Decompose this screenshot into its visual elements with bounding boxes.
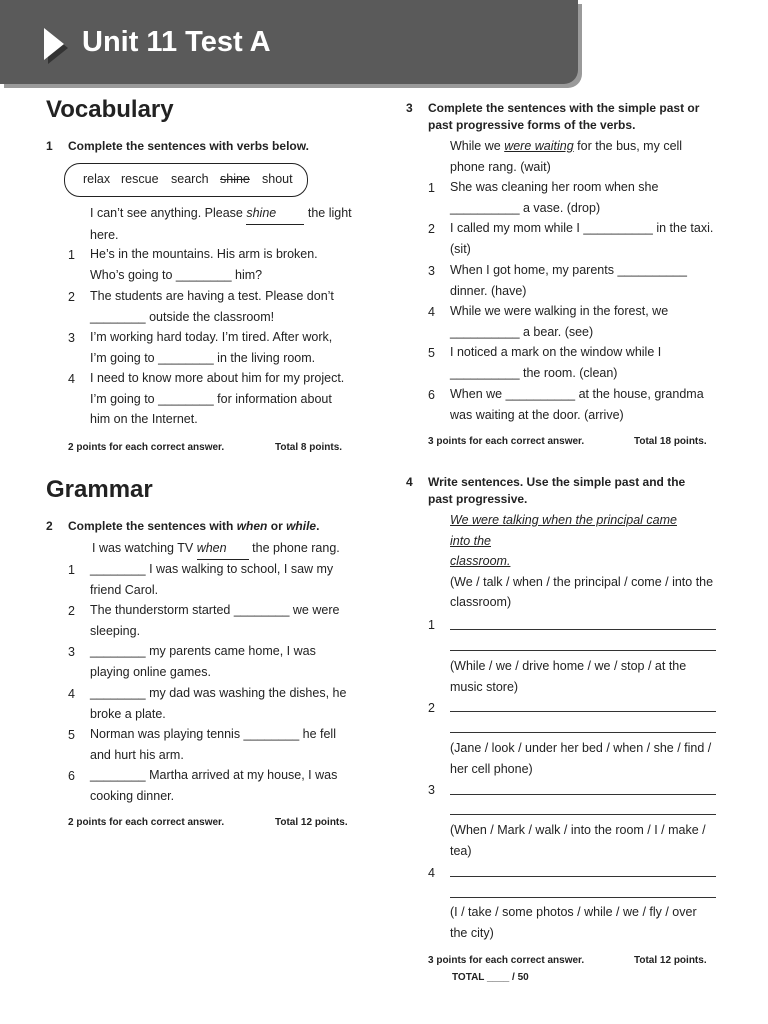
page-title: Unit 11 Test A [82,26,271,58]
q4-total: Total 12 points. [634,955,707,966]
play-arrow-icon [44,28,64,60]
answer-line [450,897,716,898]
grand-total: TOTAL ____ / 50 [452,972,529,983]
answer-line [450,629,716,630]
q2-points: 2 points for each correct answer. [68,817,225,828]
word-shout: shout [262,172,293,186]
answer-line [450,711,716,712]
answer-line [450,814,716,815]
grammar-heading: Grammar [46,476,153,503]
q4-points: 3 points for each correct answer. [428,955,585,966]
answer-line [450,794,716,795]
word-shine: shine [220,172,250,186]
word-search: search [171,172,209,186]
word-rescue: rescue [121,172,159,186]
answer-line [450,732,716,733]
q3-total: Total 18 points. [634,436,707,447]
q4-example: We were talking when the principal came into the classroom. (We / talk / when / the principal / come / into the classroom) [450,513,714,610]
q1-example-answer: shine [246,206,277,220]
q3-points: 3 points for each correct answer. [428,436,585,447]
header-banner [0,0,578,84]
answer-line [450,876,716,877]
q2-total: Total 12 points. [275,817,348,828]
word-relax: relax [83,172,111,186]
q1-points: 2 points for each correct answer. [68,442,225,453]
q1-example: I can’t see anything. Please shine the light here. [90,203,352,245]
q2-example: I was watching TV when the phone rang. [92,538,340,560]
q3-example-answer: were waiting [504,139,574,153]
q2-example-answer: when [196,541,227,555]
word-box [64,163,308,197]
q1-total: Total 8 points. [275,442,343,453]
q3-example: While we were waiting for the bus, my cell phone rang. (wait) [450,139,683,174]
vocabulary-heading: Vocabulary [46,96,174,123]
answer-line [450,650,716,651]
